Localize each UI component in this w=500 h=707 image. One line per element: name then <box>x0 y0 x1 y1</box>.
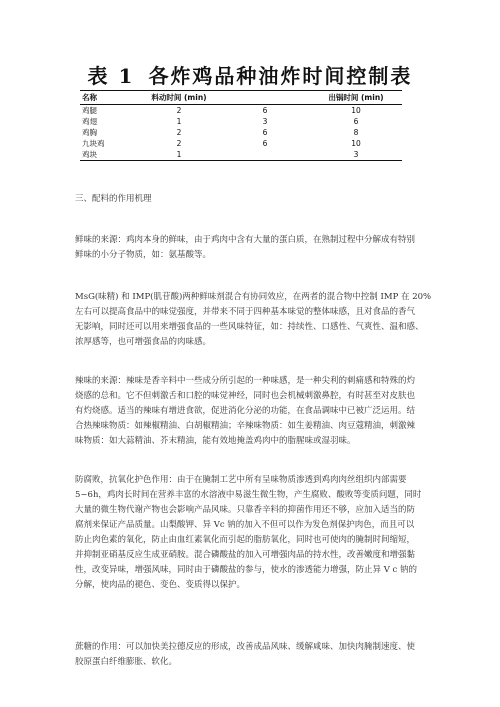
text-line: 辣味的来源：辣味是香辛料中一些成分所引起的一种味感，是一种尖利的刺痛感和特殊的灼 <box>75 376 416 386</box>
cell: 2 <box>176 106 182 115</box>
text-line: 防止肉色素的氧化，防止由血红素氧化而引起的脂肪氧化，同时也可使肉的腌制时间缩短， <box>75 535 416 545</box>
text-line: 无影响，同时还可以用来增强食品的一些风味特征，如：持续性、口感性、气爽性、温和感、 <box>75 322 424 332</box>
msg-imp-paragraph <box>75 290 431 350</box>
text-line: 三、配料的作用机理 <box>75 194 152 204</box>
cell-name: 鸡腿 <box>82 106 97 115</box>
table-title <box>0 60 500 89</box>
cell: 3 <box>262 117 268 126</box>
table-header-row <box>80 91 402 105</box>
text-line: 合热辣味物质：如辣椒精油、白胡椒精油；辛辣味物质：如生姜精油、肉豆蔻精油，刺激辣 <box>75 421 416 431</box>
cell-name: 鸡块 <box>80 149 138 161</box>
table-row <box>80 127 402 138</box>
text-line: 味物质：如大蒜精油、芥末精油，能有效地掩盖鸡肉中的脂腥味或湿羽味。 <box>75 436 356 446</box>
text-line: 胶原蛋白纤维膨胀、软化。 <box>75 657 178 667</box>
header-blank <box>220 91 310 105</box>
cell: 3 <box>310 149 402 161</box>
cell <box>220 149 310 161</box>
table-title-text: 各炸鸡品种油炸时间控制表 <box>148 64 413 88</box>
cell: 6 <box>262 128 268 137</box>
cell: 8 <box>353 128 359 137</box>
header-name: 名称 <box>80 91 138 105</box>
text-line: MsG(味精) 和 IMP(肌苷酸)两种鲜味剂混合有协同效应，在两者的混合物中控制 IMP 在 20% <box>75 292 432 302</box>
header-stir-time: 料动时间 (min) <box>138 91 220 105</box>
cell: 2 <box>176 139 182 148</box>
table-row <box>80 105 402 117</box>
text-line: 有灼烧感。适当的辣味有增进食欲，促进消化分泌的功能，在食品调味中已被广泛运用。结 <box>75 406 416 416</box>
cell: 6 <box>353 117 359 126</box>
section-heading <box>75 192 431 207</box>
text-line: 并抑制亚硝基反应生成亚硝胺。混合磷酸盐的加入可增强肉品的持水性，改善嫩度和增强黏 <box>75 550 416 560</box>
spicy-paragraph <box>75 374 431 449</box>
header-out-time: 出锅时间 (min) <box>310 91 402 105</box>
cell: 10 <box>351 106 361 115</box>
sucrose-paragraph <box>75 640 431 670</box>
table-number: 表 1 <box>87 64 135 88</box>
cell: 6 <box>262 106 268 115</box>
cell: 10 <box>351 139 361 148</box>
text-line: 蔗糖的作用：可以加快美拉德反应的形成，改善成品风味、缓解咸味、加快肉腌制速度、使 <box>75 642 416 652</box>
text-line: 鲜味的来源：鸡肉本身的鲜味，由于鸡肉中含有大量的蛋白质，在熟制过程中分解成有特别 <box>75 235 416 245</box>
cell: 1 <box>138 149 220 161</box>
cell-name: 鸡翅 <box>82 117 97 126</box>
table-row <box>80 138 402 149</box>
text-line: 烧感的总和。它不但刺激舌和口腔的味觉神经，同时也会机械刺激鼻腔，有时甚至对皮肤也 <box>75 391 416 401</box>
text-line: 浓厚感等，也可增强食品的肉味感。 <box>75 337 212 347</box>
text-line: 腐剂来保证产品质量。山梨酸钾、异 Vc 钠的加入不但可以作为发色剂保护肉色，而且可以 <box>75 520 415 530</box>
frying-time-table <box>80 90 402 161</box>
cell-name: 鸡胸 <box>82 128 97 137</box>
cell: 2 <box>176 128 182 137</box>
text-line: 鲜味的小分子物质，如：氨基酸等。 <box>75 250 212 260</box>
text-line: 分解，使肉品的褪色、变色、变质得以保护。 <box>75 580 246 590</box>
cell: 1 <box>176 117 182 126</box>
table-row <box>80 116 402 127</box>
preservation-paragraph <box>75 473 431 593</box>
text-line: 左右可以提高食品中的味觉强度，并带来不同于四种基本味觉的整体味感，且对食品的香气 <box>75 307 416 317</box>
text-line: 5~6h，鸡肉长时间在营养丰富的水溶液中易滋生微生物，产生腐败、酸败等变质问题，同时 <box>75 490 422 500</box>
text-line: 防腐败，抗氧化护色作用：由于在腌制工艺中所有呈味物质渗透到鸡肉肉丝组织内部需要 <box>75 475 407 485</box>
cell-name: 九块鸡 <box>82 139 105 148</box>
umami-paragraph <box>75 233 431 263</box>
cell: 6 <box>262 139 268 148</box>
table-row <box>80 149 402 161</box>
text-line: 性，改变异味，增强风味，同时由于磷酸盐的参与，使水的渗透能力增强，防止异 V c 钠的 <box>75 565 418 575</box>
text-line: 大量的微生物代谢产物也会影响产品风味。只靠香辛料的抑菌作用还不够，应加入适当的防 <box>75 505 416 515</box>
